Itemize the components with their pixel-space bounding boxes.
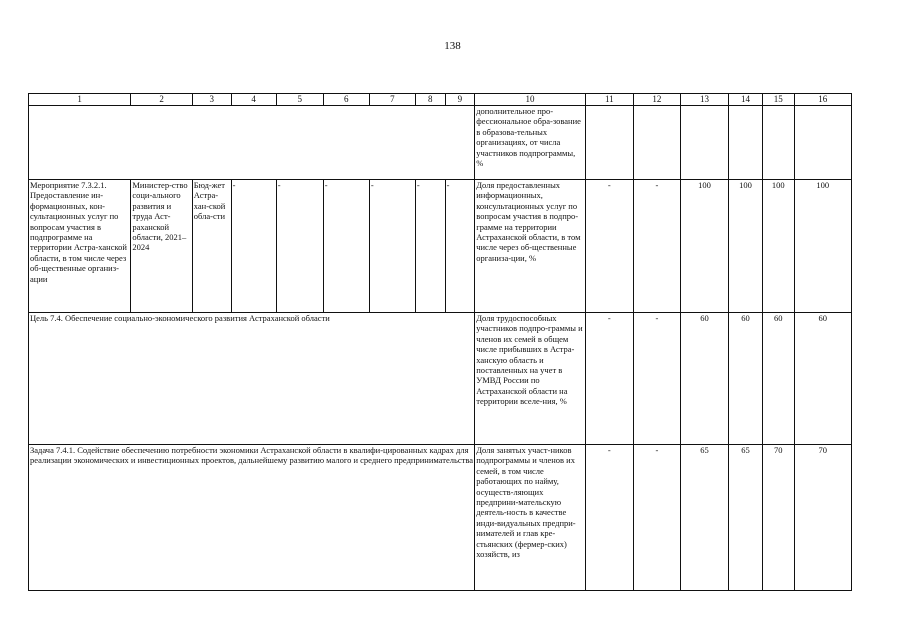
column-header-3: 3 (192, 94, 231, 106)
page-number: 138 (444, 40, 461, 52)
value-cell: 70 (794, 445, 851, 591)
column-header-16: 16 (794, 94, 851, 106)
column-header-13: 13 (680, 94, 728, 106)
column-header-5: 5 (276, 94, 323, 106)
value-cell: - (633, 313, 680, 445)
value-cell: 100 (729, 180, 763, 313)
value-cell: - (445, 180, 475, 313)
indicator-cell: Доля трудоспособных участников подпро-граммы и членов их семей в общем числе прибывших в Астра-ханскую область и поставленных на учет в УМВД России по Астраханской области на территории вселе-ния, % (475, 313, 586, 445)
empty-cell (762, 106, 794, 180)
indicator-cell: Доля занятых участ-ников подпрограммы и членов их семей, в том числе работающих по найму, осуществ-ляющих предприни-мательскую деятель-ность в качестве инди-видуальных предпри-нимателей и глав кре-стьянских (фермер-ских) хозяйств, из (475, 445, 586, 591)
column-header-10: 10 (475, 94, 586, 106)
column-header-15: 15 (762, 94, 794, 106)
value-cell: - (276, 180, 323, 313)
column-header-11: 11 (585, 94, 633, 106)
column-header-2: 2 (131, 94, 192, 106)
value-cell: - (633, 445, 680, 591)
table-row-measure (29, 180, 852, 313)
column-header-1: 1 (29, 94, 131, 106)
column-header-4: 4 (231, 94, 276, 106)
column-header-7: 7 (369, 94, 415, 106)
program-table (28, 93, 852, 591)
funding-source-cell: Бюд-жет Астра-хан-ской обла-сти (192, 180, 231, 313)
indicator-cell: дополнительное про-фессиональное обра-зование в образова-тельных организациях, от числа участников подпрограммы, % (475, 106, 586, 180)
value-cell: 65 (680, 445, 728, 591)
table-row-task (29, 445, 852, 591)
value-cell: 70 (762, 445, 794, 591)
task-cell: Задача 7.4.1. Содействие обеспечению потребности экономики Астраханской области в квалифи-цированных кадрах для реализации экономических и инвестиционных проектов, дальнейшему развитию малого и среднего предпринимательства (29, 445, 475, 591)
column-header-8: 8 (415, 94, 445, 106)
value-cell: - (585, 313, 633, 445)
value-cell: - (633, 180, 680, 313)
empty-cell (729, 106, 763, 180)
value-cell: 60 (729, 313, 763, 445)
empty-cell (633, 106, 680, 180)
value-cell: 100 (762, 180, 794, 313)
column-header-6: 6 (323, 94, 369, 106)
value-cell: 60 (762, 313, 794, 445)
value-cell: - (415, 180, 445, 313)
empty-cell (794, 106, 851, 180)
indicator-cell: Доля предоставленных информационных, консультационных услуг по вопросам участия в подпро-грамме на территории Астраханской области, в том числе через об-щественные организа-ции, % (475, 180, 586, 313)
value-cell: - (585, 445, 633, 591)
measure-name-cell: Мероприятие 7.3.2.1. Предоставление ин-формационных, кон-сультационных услуг по вопросам участия в подпрограмме на территории Астра-ханской области, в том числе через об-щественные организ-ации (29, 180, 131, 313)
value-cell: - (585, 180, 633, 313)
column-header-12: 12 (633, 94, 680, 106)
value-cell: 100 (794, 180, 851, 313)
value-cell: 60 (794, 313, 851, 445)
value-cell: 65 (729, 445, 763, 591)
table-row-goal (29, 313, 852, 445)
value-cell: 100 (680, 180, 728, 313)
continuation-empty-cell (29, 106, 475, 180)
executor-cell: Министер-ство соци-ального развития и труда Аст-раханской области, 2021–2024 (131, 180, 192, 313)
value-cell: 60 (680, 313, 728, 445)
table-row-continuation (29, 106, 852, 180)
value-cell: - (369, 180, 415, 313)
empty-cell (680, 106, 728, 180)
column-header-14: 14 (729, 94, 763, 106)
column-number-row (29, 94, 852, 106)
value-cell: - (323, 180, 369, 313)
column-header-9: 9 (445, 94, 475, 106)
value-cell: - (231, 180, 276, 313)
goal-cell: Цель 7.4. Обеспечение социально-экономического развития Астраханской области (29, 313, 475, 445)
empty-cell (585, 106, 633, 180)
